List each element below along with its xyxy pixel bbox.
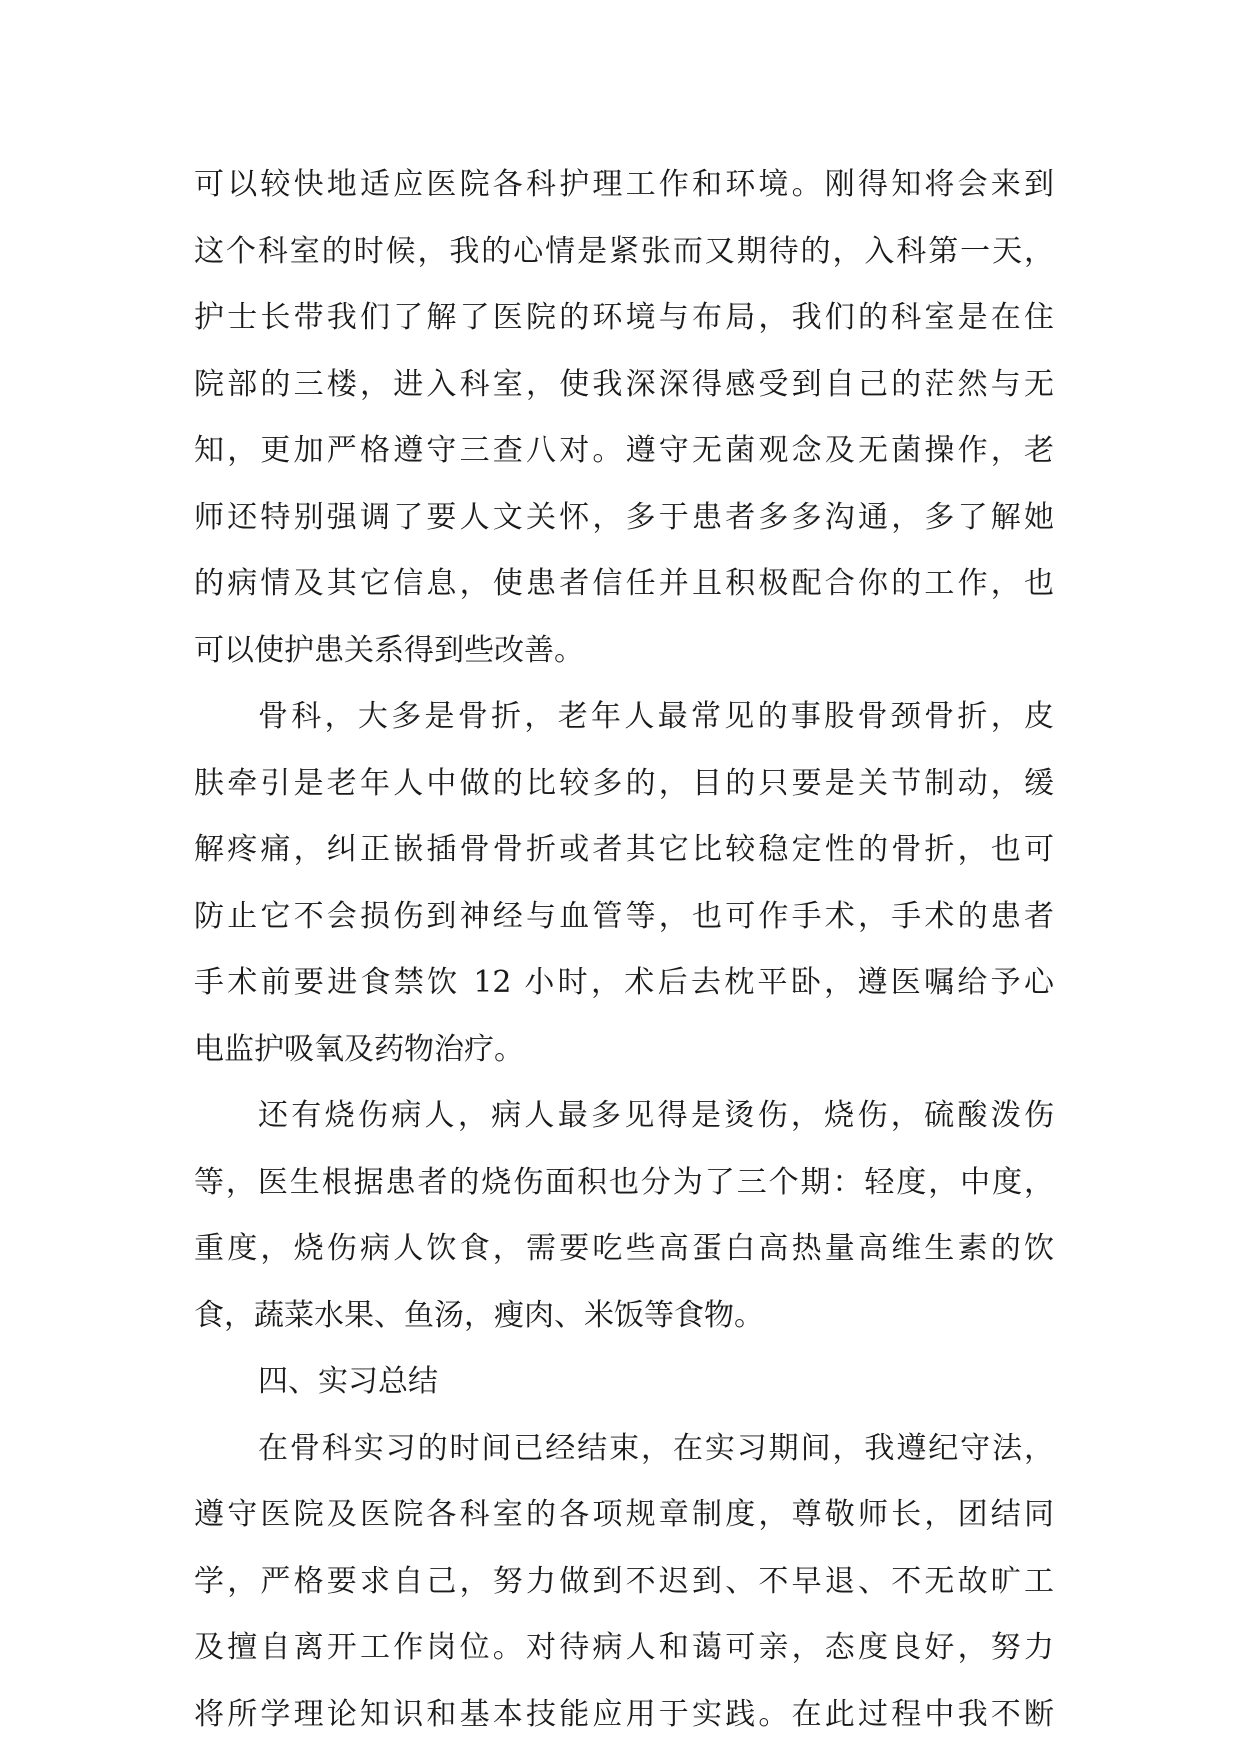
text-line: 防止它不会损伤到神经与血管等，也可作手术，手术的患者 bbox=[194, 898, 1054, 934]
text-line: 可以较快地适应医院各科护理工作和环境。刚得知将会来到 bbox=[194, 167, 1054, 202]
text-line: 的病情及其它信息，使患者信任并且积极配合你的工作，也 bbox=[194, 566, 1054, 601]
text-line: 遵守医院及医院各科室的各项规章制度，尊敬师长，团结同 bbox=[194, 1497, 1054, 1532]
text-line: 在骨科实习的时间已经结束，在实习期间，我遵纪守法， bbox=[258, 1430, 1054, 1466]
text-line: 骨科，大多是骨折，老年人最常见的事股骨颈骨折，皮 bbox=[258, 699, 1054, 734]
section-heading: 四、实习总结 bbox=[258, 1364, 438, 1399]
text-line: 肤牵引是老年人中做的比较多的，目的只要是关节制动，缓 bbox=[194, 765, 1054, 801]
text-line: 学，严格要求自己，努力做到不迟到、不早退、不无故旷工 bbox=[194, 1563, 1054, 1599]
text-line: 还有烧伤病人，病人最多见得是烫伤，烧伤，硫酸泼伤 bbox=[258, 1098, 1054, 1133]
text-line: 这个科室的时候，我的心情是紧张而又期待的，入科第一天， bbox=[194, 233, 1054, 269]
text-line: 将所学理论知识和基本技能应用于实践。在此过程中我不断 bbox=[194, 1696, 1054, 1732]
text-line: 重度，烧伤病人饮食，需要吃些高蛋白高热量高维生素的饮 bbox=[194, 1231, 1054, 1266]
text-line: 院部的三楼，进入科室，使我深深得感受到自己的茫然与无 bbox=[194, 366, 1054, 402]
text-line: 知，更加严格遵守三查八对。遵守无菌观念及无菌操作，老 bbox=[194, 433, 1054, 468]
text-line: 解疼痛，纠正嵌插骨骨折或者其它比较稳定性的骨折，也可 bbox=[194, 832, 1054, 867]
text-line: 食，蔬菜水果、鱼汤，瘦肉、米饭等食物。 bbox=[194, 1297, 764, 1333]
text-line: 护士长带我们了解了医院的环境与布局，我们的科室是在住 bbox=[194, 300, 1054, 335]
text-line: 师还特别强调了要人文关怀，多于患者多多沟通，多了解她 bbox=[194, 499, 1054, 535]
text-line: 等，医生根据患者的烧伤面积也分为了三个期：轻度，中度， bbox=[194, 1164, 1054, 1200]
text-line: 电监护吸氧及药物治疗。 bbox=[194, 1031, 524, 1067]
text-line: 可以使护患关系得到些改善。 bbox=[194, 632, 584, 668]
text-line: 及擅自离开工作岗位。对待病人和蔼可亲，态度良好，努力 bbox=[194, 1630, 1054, 1665]
text-line: 手术前要进食禁饮 12 小时，术后去枕平卧，遵医嘱给予心 bbox=[194, 965, 1054, 1000]
document-body bbox=[194, 152, 1054, 1748]
